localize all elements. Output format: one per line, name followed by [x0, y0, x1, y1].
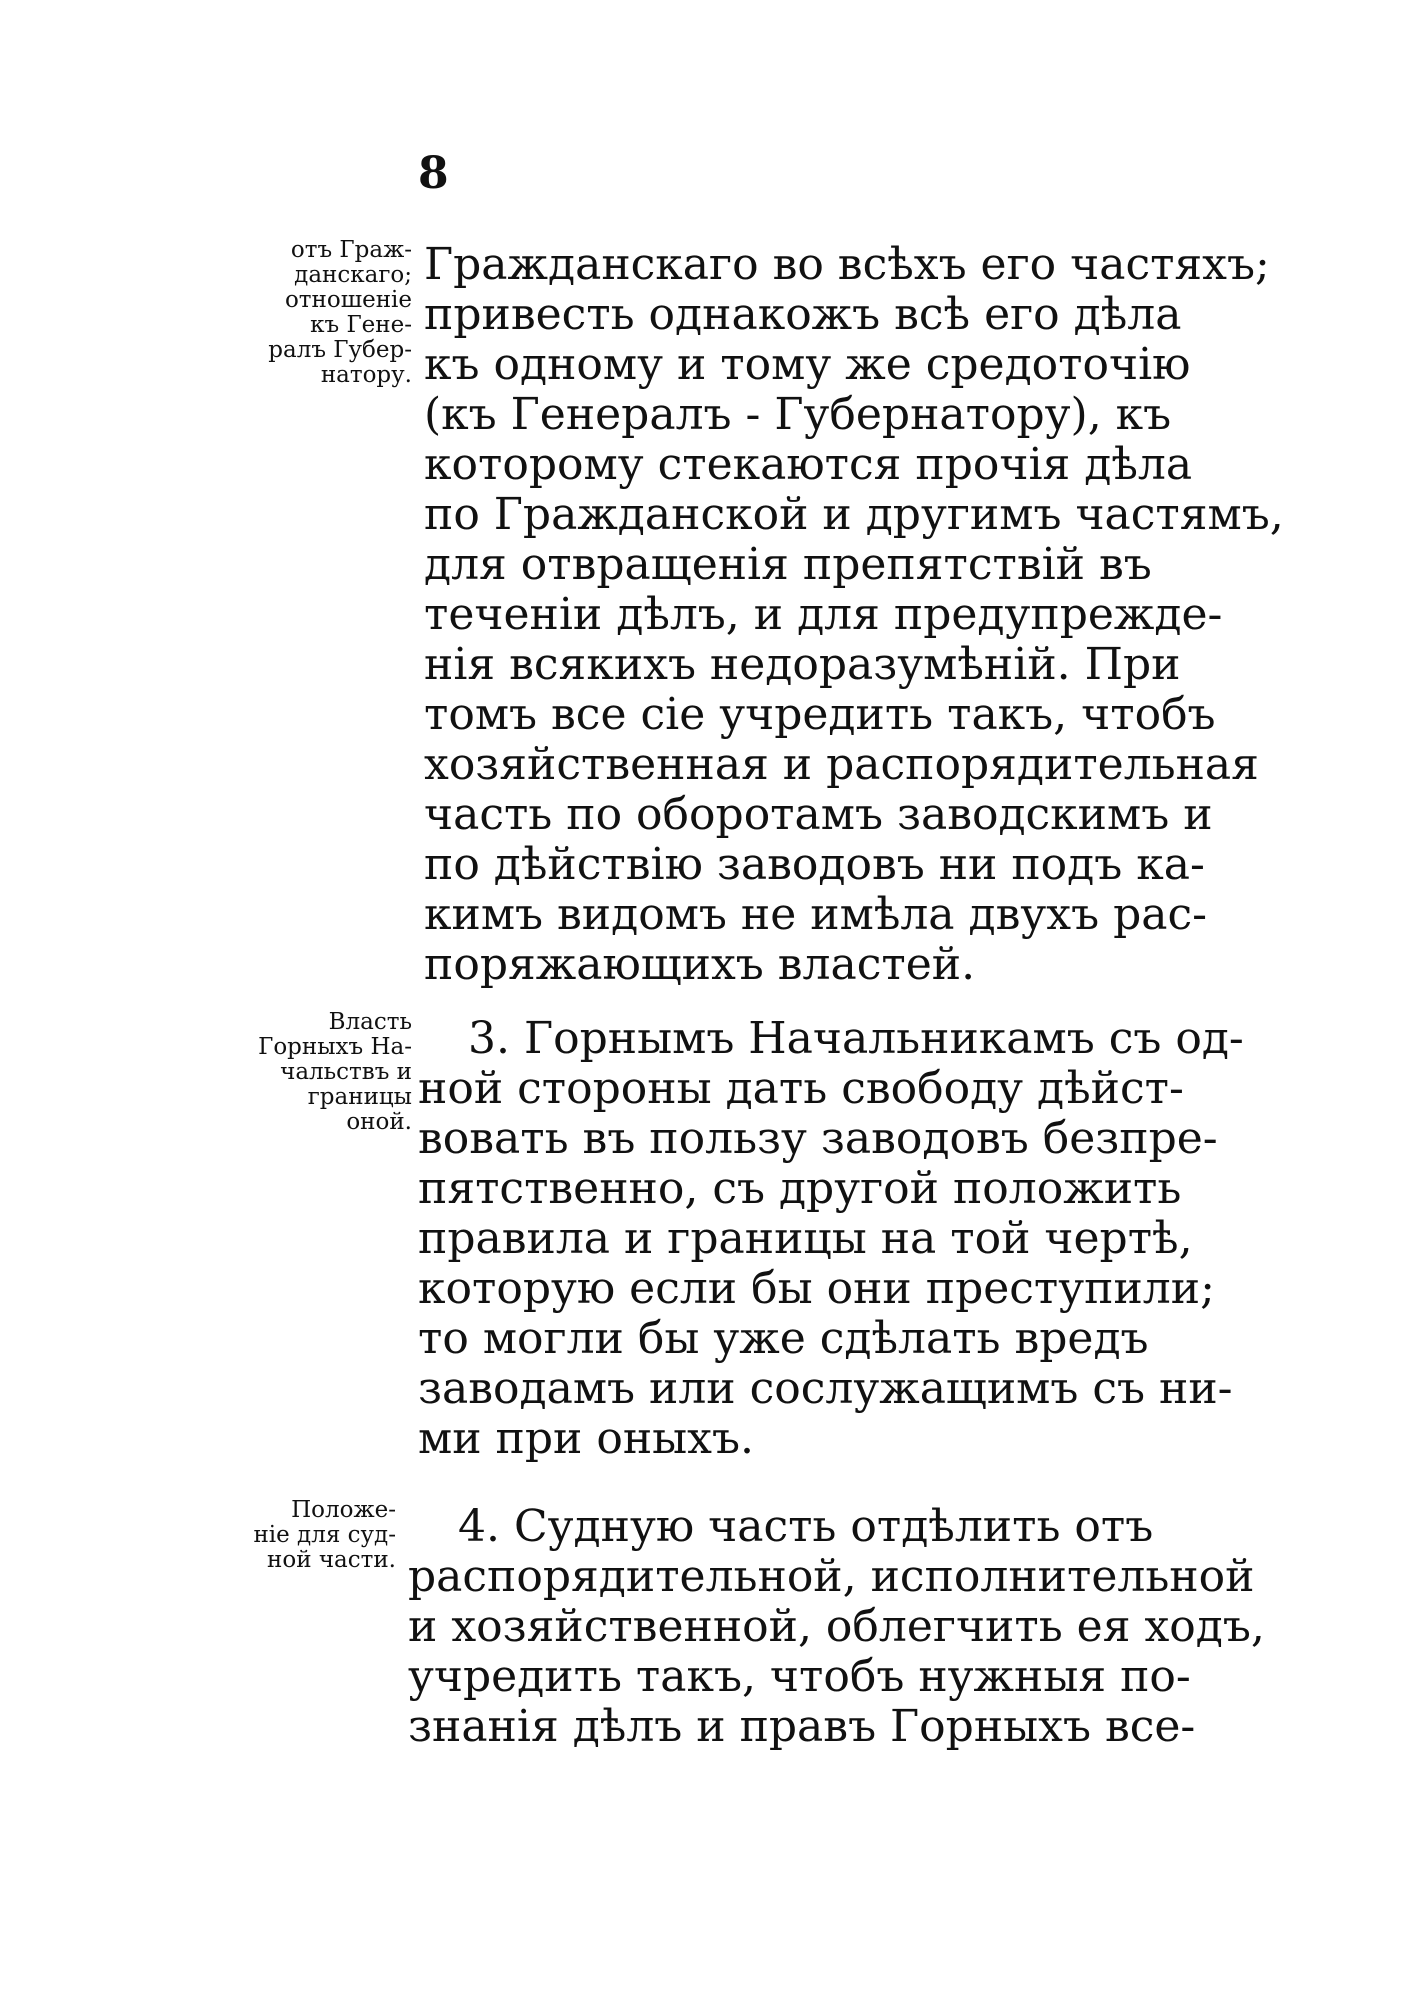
margin-note-line: къ Гене-	[310, 312, 412, 338]
text-line: распорядительной, исполнительной	[408, 1551, 1255, 1602]
text-line: нія всякихъ недоразумѣній. При	[424, 639, 1181, 690]
text-line: къ одному и тому же средоточію	[424, 339, 1191, 390]
text-line: учредить такъ, чтобъ нужныя по-	[408, 1651, 1191, 1702]
text-line: то могли бы уже сдѣлать вредъ	[418, 1313, 1149, 1364]
margin-note-line: оной.	[346, 1109, 412, 1135]
text-line: часть по оборотамъ заводскимъ и	[424, 789, 1213, 840]
text-line: вовать въ пользу заводовъ безпре-	[418, 1113, 1218, 1164]
margin-note	[226, 1010, 412, 1135]
text-line: ной стороны дать свободу дѣйст-	[418, 1063, 1184, 1114]
margin-note-line: чальствъ и	[280, 1059, 412, 1085]
margin-note-line: ралъ Губер-	[268, 337, 412, 363]
text-line: и хозяйственной, облегчить ея ходъ,	[408, 1601, 1265, 1652]
text-line: хозяйственная и распорядительная	[424, 739, 1259, 790]
margin-note-line: ніе для суд-	[253, 1522, 396, 1548]
margin-note-line: данскаго;	[294, 262, 412, 288]
text-line: привесть однакожъ всѣ его дѣла	[424, 289, 1182, 340]
text-line: (къ Генералъ - Губернатору), къ	[424, 389, 1172, 440]
text-line: Гражданскаго во всѣхъ его частяхъ;	[424, 239, 1270, 290]
text-line: заводамъ или сослужащимъ съ ни-	[418, 1363, 1233, 1414]
text-line: правила и границы на той чертѣ,	[418, 1213, 1193, 1264]
margin-note-line: натору.	[320, 362, 412, 388]
text-line: 3. Горнымъ Начальникамъ съ од-	[468, 1013, 1244, 1064]
text-line: пятственно, съ другой положить	[418, 1163, 1182, 1214]
margin-note-line: отношеніе	[284, 287, 412, 313]
margin-note-line: ной части.	[267, 1547, 396, 1573]
page-number: 8	[418, 148, 449, 199]
text-line: которую если бы они преступили;	[418, 1263, 1215, 1314]
text-line: для отвращенія препятствій въ	[424, 539, 1152, 590]
text-line: по Гражданской и другимъ частямъ,	[424, 489, 1284, 540]
text-line: которому стекаются прочія дѣла	[424, 439, 1193, 490]
text-line: теченіи дѣлъ, и для предупрежде-	[424, 589, 1223, 640]
margin-note	[226, 238, 412, 388]
text-line: томъ все сіе учредить такъ, чтобъ	[424, 689, 1216, 740]
text-line: поряжающихъ властей.	[424, 939, 976, 990]
text-line: кимъ видомъ не имѣла двухъ рас-	[424, 889, 1207, 940]
margin-note-line: границы	[307, 1084, 412, 1110]
text-line: по дѣйствію заводовъ ни подъ ка-	[424, 839, 1205, 890]
margin-note-line: отъ Граж-	[290, 237, 412, 263]
margin-note-line: Власть	[328, 1009, 412, 1035]
margin-note-line: Положе-	[291, 1497, 396, 1523]
text-line: знанія дѣлъ и правъ Горныхъ все-	[408, 1701, 1196, 1752]
text-line: 4. Судную часть отдѣлить отъ	[458, 1501, 1154, 1552]
margin-note	[210, 1498, 396, 1573]
margin-note-line: Горныхъ На-	[258, 1034, 412, 1060]
text-line: ми при оныхъ.	[418, 1413, 754, 1464]
